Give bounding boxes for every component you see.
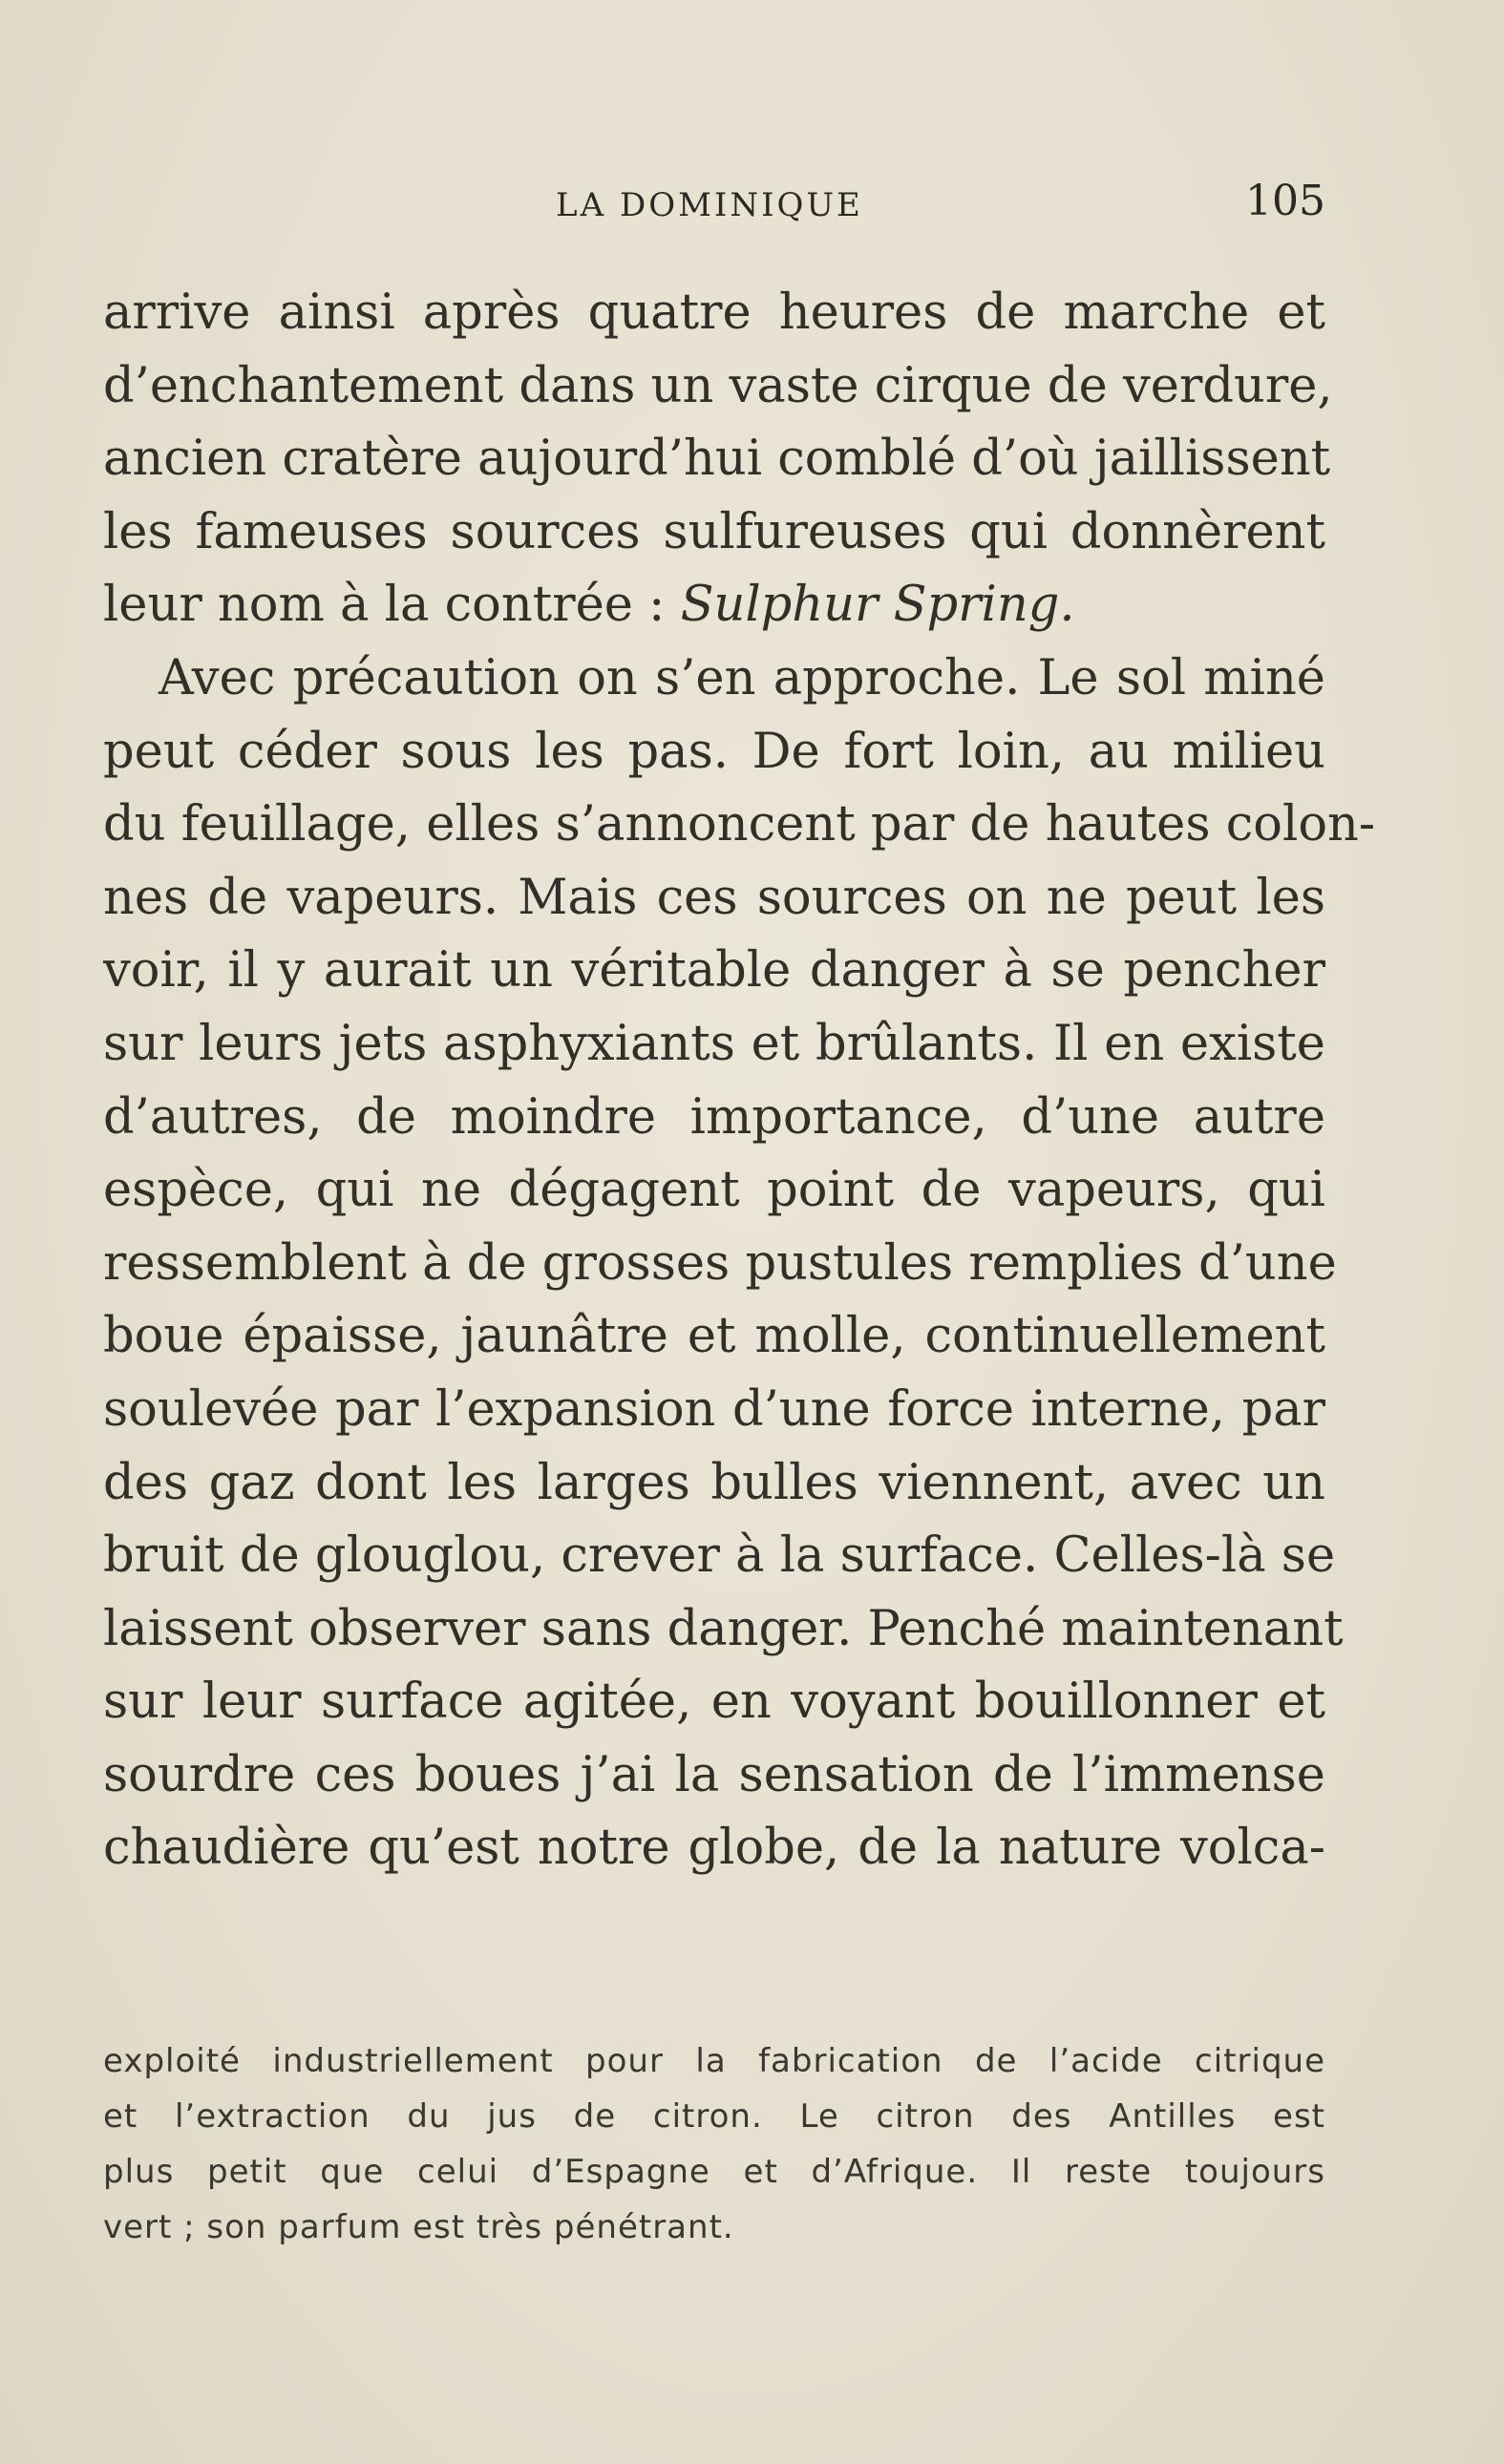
text-line: peut céder sous les pas. De fort loin, au milieu: [103, 723, 1325, 780]
text-line: nes de vapeurs. Mais ces sources on ne peut les: [103, 869, 1325, 926]
main-text: [103, 277, 1376, 1885]
footnote-line: vert ; son parfum est très pénétrant.: [103, 2208, 734, 2246]
text-line: bruit de glouglou, crever à la surface. Celles-là se: [103, 1527, 1336, 1585]
footnote-line: exploité industriellement pour la fabrication de l’acide citrique: [103, 2042, 1325, 2080]
text-line: chaudière qu’est notre globe, de la nature volca-: [103, 1820, 1325, 1877]
text-line: les fameuses sources sulfureuses qui donnèrent: [103, 503, 1325, 560]
text-line: espèce, qui ne dégagent point de vapeurs, qui: [103, 1162, 1325, 1219]
text-line: laissent observer sans danger. Penché maintenant: [103, 1600, 1344, 1657]
paragraph-start: Avec précaution on s’en approche. Le sol miné: [159, 649, 1325, 706]
text-line: d’autres, de moindre importance, d’une autre: [103, 1088, 1325, 1146]
footnote-line: et l’extraction du jus de citron. Le citron des Antilles est: [103, 2097, 1325, 2136]
page-number: 105: [1245, 177, 1325, 225]
text-line: arrive ainsi après quatre heures de marche et: [103, 284, 1325, 341]
text-line: boue épaisse, jaunâtre et molle, continuellement: [103, 1308, 1325, 1365]
footnote-line: plus petit que celui d’Espagne et d’Afrique. Il reste toujours: [103, 2153, 1325, 2191]
text-line-lead: leur nom à la contrée :: [103, 577, 681, 634]
text-line: voir, il y aurait un véritable danger à se pencher: [103, 942, 1325, 1000]
text-line: des gaz dont les larges bulles viennent, avec un: [103, 1454, 1325, 1511]
text-line: soulevée par l’expansion d’une force interne, par: [103, 1380, 1325, 1438]
text-line: du feuillage, elles s’annoncent par de hautes colon-: [103, 796, 1376, 853]
page-header: [103, 177, 1325, 234]
text-line: sur leur surface agitée, en voyant bouillonner et: [103, 1674, 1325, 1731]
text-line: sourdre ces boues j’ai la sensation de l’immense: [103, 1746, 1325, 1803]
running-head: LA DOMINIQUE: [556, 186, 863, 224]
text-line: ressemblent à de grosses pustules remplies d’une: [103, 1234, 1337, 1292]
text-line: ancien cratère aujourd’hui comblé d’où jaillissent: [103, 431, 1331, 488]
text-line: sur leurs jets asphyxiants et brûlants. Il en existe: [103, 1015, 1325, 1072]
text-line: d’enchantement dans un vaste cirque de verdure,: [103, 357, 1333, 414]
italic-place-name: Sulphur Spring.: [680, 577, 1075, 634]
text-line-with-italic: [103, 569, 1325, 642]
footnote: [103, 2033, 1325, 2255]
